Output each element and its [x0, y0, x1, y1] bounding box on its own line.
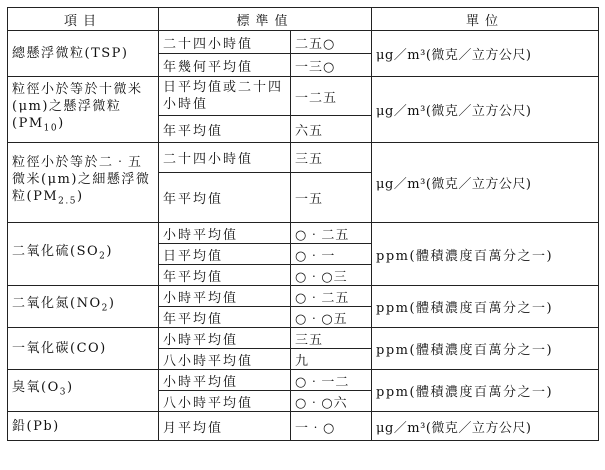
pollutant-pm10: 粒徑小於等於十微米(μm)之懸浮微粒$(PM_{10})$	[8, 77, 159, 143]
pollutant-pb: 鉛(Pb)	[8, 412, 159, 441]
averaging-period: 二十四小時值	[159, 31, 291, 54]
standard-value: ○‧二五	[291, 223, 372, 244]
standard-value: 一三○	[291, 54, 372, 77]
averaging-period: 月平均值	[159, 412, 291, 441]
unit-cell: μg／m³(微克／立方公尺)	[372, 412, 599, 441]
standard-value: ○‧○六	[291, 391, 372, 412]
pollutant-so2: 二氧化硫$(SO_2)$	[8, 223, 159, 286]
table-row	[8, 328, 599, 349]
standard-value: 三五	[291, 143, 372, 173]
standard-value: 九	[291, 349, 372, 370]
standard-value: 三五	[291, 328, 372, 349]
unit-cell: μg／m³(微克／立方公尺)	[372, 77, 599, 143]
averaging-period: 二十四小時值	[159, 143, 291, 173]
table-row	[8, 370, 599, 391]
unit-cell: ppm(體積濃度百萬分之一)	[372, 223, 599, 286]
air-quality-standards-table	[7, 7, 599, 441]
header-unit: 單位	[372, 8, 599, 31]
averaging-period: 年平均值	[159, 116, 291, 143]
averaging-period: 小時平均值	[159, 370, 291, 391]
averaging-period: 日平均值或二十四小時值	[159, 77, 291, 116]
averaging-period: 八小時平均值	[159, 349, 291, 370]
standard-value: ○‧○三	[291, 265, 372, 286]
table-row	[8, 31, 599, 54]
standard-value: ○‧一	[291, 244, 372, 265]
averaging-period: 年平均值	[159, 265, 291, 286]
standard-value: 六五	[291, 116, 372, 143]
pollutant-tsp: 總懸浮微粒(TSP)	[8, 31, 159, 77]
table-row	[8, 77, 599, 116]
unit-cell: ppm(體積濃度百萬分之一)	[372, 370, 599, 412]
averaging-period: 年平均值	[159, 307, 291, 328]
header-row	[8, 8, 599, 31]
averaging-period: 小時平均值	[159, 328, 291, 349]
pollutant-co: 一氧化碳(CO)	[8, 328, 159, 370]
averaging-period: 小時平均值	[159, 223, 291, 244]
unit-cell: μg／m³(微克／立方公尺)	[372, 143, 599, 223]
standard-value: 一五	[291, 173, 372, 223]
table-row	[8, 412, 599, 441]
table-row	[8, 223, 599, 244]
pollutant-no2: 二氧化氮$(NO_2)$	[8, 286, 159, 328]
standard-value: 二五○	[291, 31, 372, 54]
averaging-period: 年平均值	[159, 173, 291, 223]
header-item: 項目	[8, 8, 159, 31]
standard-value: ○‧一二	[291, 370, 372, 391]
standard-value: ○‧○五	[291, 307, 372, 328]
unit-cell: μg／m³(微克／立方公尺)	[372, 31, 599, 77]
table-row	[8, 143, 599, 173]
standard-value: 一‧○	[291, 412, 372, 441]
averaging-period: 日平均值	[159, 244, 291, 265]
standard-value: 一二五	[291, 77, 372, 116]
table-row	[8, 286, 599, 307]
header-standard: 標準值	[159, 8, 372, 31]
averaging-period: 小時平均值	[159, 286, 291, 307]
averaging-period: 八小時平均值	[159, 391, 291, 412]
unit-cell: ppm(體積濃度百萬分之一)	[372, 328, 599, 370]
averaging-period: 年幾何平均值	[159, 54, 291, 77]
pollutant-pm25: 粒徑小於等於二‧五微米(μm)之細懸浮微粒$(PM_{2.5})$	[8, 143, 159, 223]
standard-value: ○‧二五	[291, 286, 372, 307]
unit-cell: ppm(體積濃度百萬分之一)	[372, 286, 599, 328]
pollutant-o3: 臭氧$(O_3)$	[8, 370, 159, 412]
